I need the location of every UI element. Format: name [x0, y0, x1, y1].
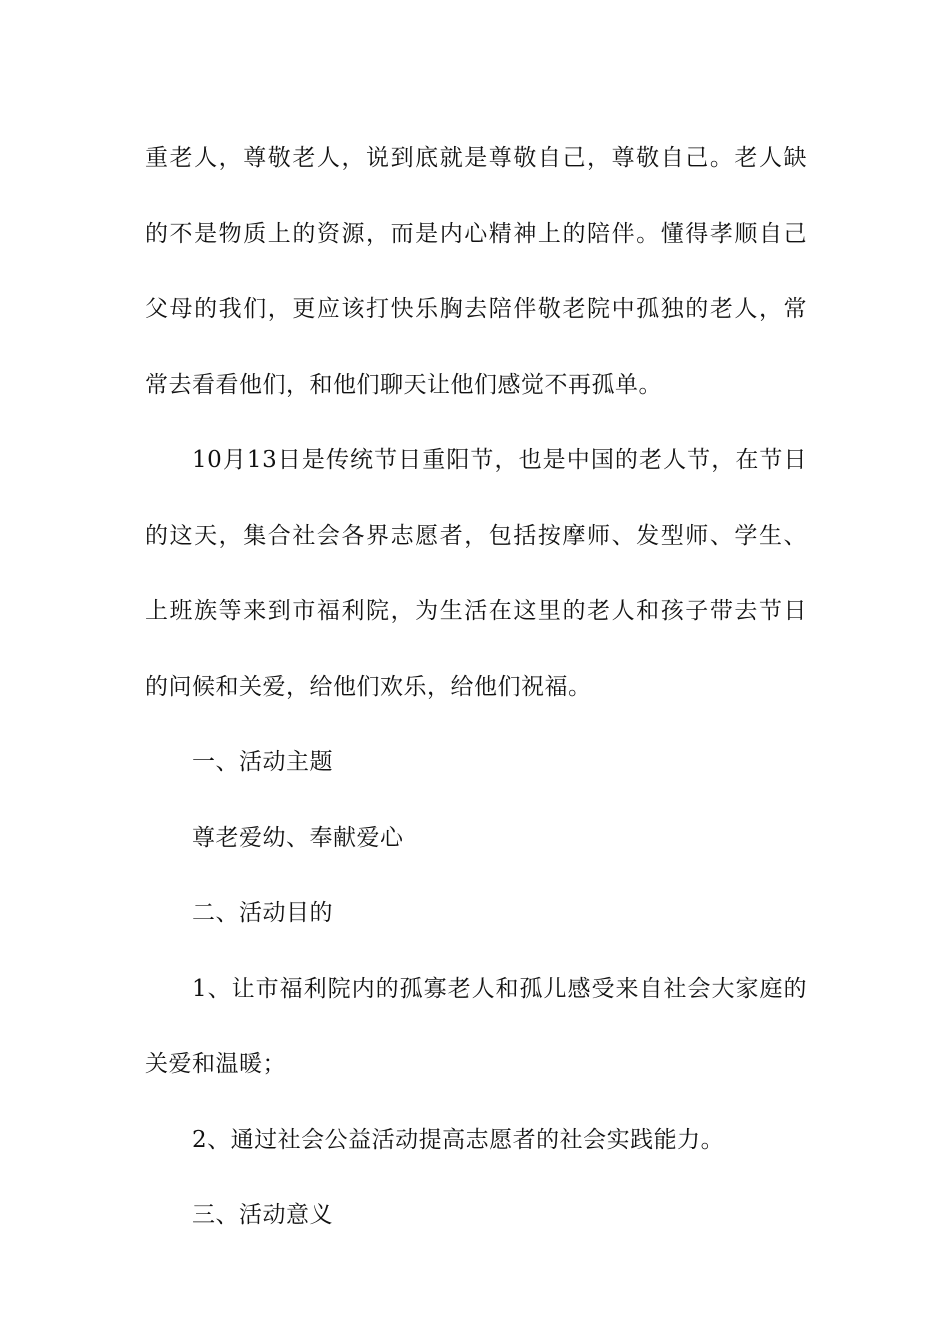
section-heading: 一、活动主题	[192, 749, 333, 775]
list-item-line: 1、让市福利院内的孤寡老人和孤儿感受来自社会大家庭的	[192, 975, 807, 1002]
paragraph-line: 的这天，集合社会各界志愿者，包括按摩师、发型师、学生、	[145, 522, 807, 549]
theme-text: 尊老爱幼、奉献爱心	[192, 824, 404, 851]
paragraph-line: 上班族等来到市福利院，为生活在这里的老人和孩子带去节日	[145, 598, 807, 624]
list-item-line: 关爱和温暖；	[145, 1051, 286, 1077]
paragraph-line: 重老人，尊敬老人，说到底就是尊敬自己，尊敬自己。老人缺	[145, 145, 807, 171]
paragraph-line: 父母的我们，更应该打快乐胸去陪伴敬老院中孤独的老人，常	[145, 296, 807, 322]
section-heading: 三、活动意义	[192, 1202, 333, 1228]
paragraph-line: 10月13日是传统节日重阳节，也是中国的老人节，在节日	[192, 447, 807, 473]
document-body	[145, 128, 807, 1261]
paragraph-line: 的不是物质上的资源，而是内心精神上的陪伴。懂得孝顺自己	[145, 220, 807, 247]
paragraph-line: 的问候和关爱，给他们欢乐，给他们祝福。	[145, 673, 592, 700]
paragraph-line: 常去看看他们，和他们聊天让他们感觉不再孤单。	[145, 371, 662, 398]
section-heading: 二、活动目的	[192, 900, 333, 926]
list-item-line: 2、通过社会公益活动提高志愿者的社会实践能力。	[192, 1126, 725, 1153]
